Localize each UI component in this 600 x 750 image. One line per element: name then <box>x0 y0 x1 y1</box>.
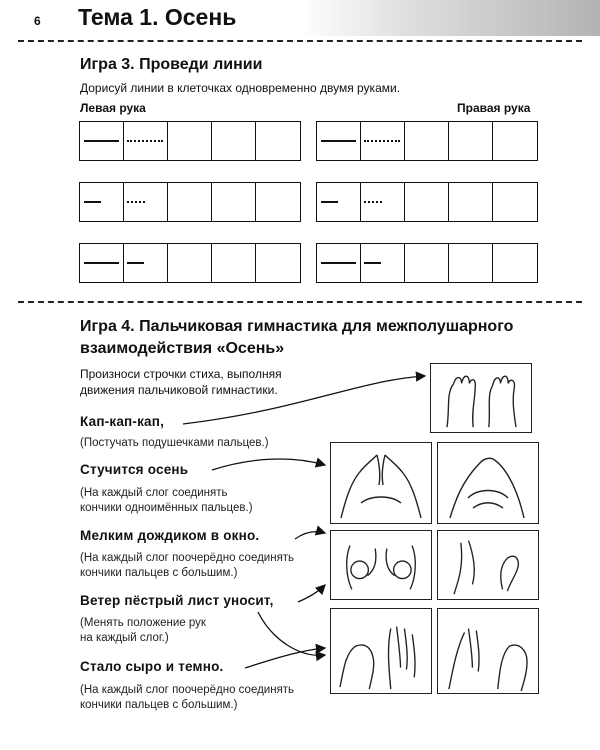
photo-changing-hand-position-1 <box>330 608 432 694</box>
verse-3: Мелким дождиком в окно. <box>80 528 260 543</box>
verse-4: Ветер пёстрый лист уносит, <box>80 593 274 608</box>
photo-hands-fingers-together-2 <box>437 442 539 524</box>
photo-fingers-to-thumb-1 <box>330 530 432 600</box>
verse-4-note-line1: (Менять положение рук <box>80 617 206 629</box>
verse-3-note-line1: (На каждый слог поочерёдно соединять <box>80 552 295 564</box>
photo-changing-hand-position-2 <box>437 608 539 694</box>
verse-2-note-line1: (На каждый слог соединять <box>80 487 228 499</box>
verse-4-note-line2: на каждый слог.) <box>80 632 169 644</box>
left-hand-label: Левая рука <box>80 101 146 115</box>
photo-hands-fingers-together-1 <box>330 442 432 524</box>
verse-5-note-line1: (На каждый слог поочерёдно соединять <box>80 684 295 696</box>
game4-title-line2: взаимодействия «Осень» <box>80 340 285 357</box>
hands-dome-icon <box>438 443 538 523</box>
verse-3-note-line2: кончики пальцев с большим.) <box>80 567 238 579</box>
game3-title: Игра 3. Проведи линии <box>80 56 263 73</box>
hands-fingers-together-icon <box>331 443 431 523</box>
verse-5-note-line2: кончики пальцев с большим.) <box>80 699 238 711</box>
arrow-verse-4a <box>298 585 325 602</box>
arrow-verse-1 <box>183 376 425 424</box>
topic-title: Тема 1. Осень <box>78 4 237 30</box>
verse-5: Стало сыро и темно. <box>80 659 224 674</box>
hands-pinch-icon <box>438 531 538 599</box>
arrow-verse-5 <box>245 648 325 668</box>
verse-1: Кап-кап-кап, <box>80 414 165 429</box>
verse-1-note: (Постучать подушечками пальцев.) <box>80 437 269 449</box>
right-hand-label: Правая рука <box>457 101 531 115</box>
photo-tapping-fingertips <box>430 363 532 433</box>
verse-2-note-line2: кончики одноимённых пальцев.) <box>80 502 253 514</box>
game4-intro-line2: движения пальчиковой гимнастики. <box>80 383 278 397</box>
game4-intro-line1: Произноси строчки стиха, выполняя <box>80 367 282 381</box>
arrow-verse-2 <box>212 459 325 470</box>
game4-title-line1: Игра 4. Пальчиковая гимнастика для межполушарного <box>80 318 514 335</box>
verse-2: Стучится осень <box>80 462 189 477</box>
hands-palm-fist-icon <box>331 609 431 693</box>
page-number: 6 <box>34 14 41 28</box>
arrow-verse-3 <box>295 532 325 539</box>
hands-open-palms-icon <box>438 609 538 693</box>
hands-tapping-icon <box>431 364 531 432</box>
game3-instruction: Дорисуй линии в клеточках одновременно двумя руками. <box>80 81 401 95</box>
photo-fingers-to-thumb-2 <box>437 530 539 600</box>
hands-ok-gesture-icon <box>331 531 431 599</box>
